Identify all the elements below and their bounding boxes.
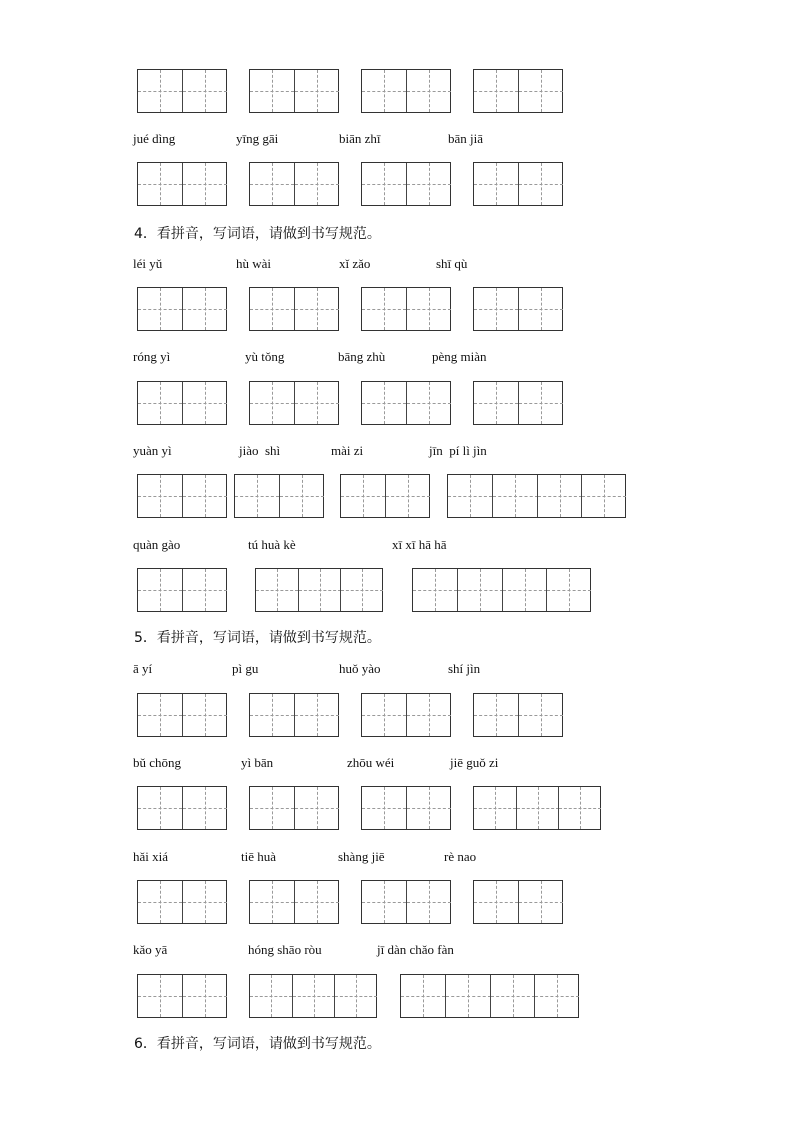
pinyin-label: huǒ yào <box>339 661 381 676</box>
answer-box-2-char[interactable] <box>249 880 339 924</box>
tianzige-cell <box>502 569 547 611</box>
answer-box-2-char[interactable] <box>234 474 324 518</box>
pinyin-label: jīn pí lì jìn <box>429 443 487 458</box>
answer-box-2-char[interactable] <box>473 162 563 206</box>
answer-box-2-char[interactable] <box>137 287 227 331</box>
answer-box-2-char[interactable] <box>249 381 339 425</box>
tianzige-cell <box>294 881 339 923</box>
answer-box-2-char[interactable] <box>340 474 430 518</box>
tianzige-cell <box>341 475 385 517</box>
answer-box-2-char[interactable] <box>137 381 227 425</box>
answer-box-2-char[interactable] <box>137 786 227 830</box>
tianzige-cell <box>235 475 279 517</box>
answer-box-2-char[interactable] <box>137 974 227 1018</box>
tianzige-cell <box>362 70 406 112</box>
answer-box-2-char[interactable] <box>361 880 451 924</box>
tianzige-cell <box>474 163 518 205</box>
pinyin-label: róng yì <box>133 349 171 364</box>
tianzige-cell <box>250 163 294 205</box>
answer-box-2-char[interactable] <box>473 693 563 737</box>
answer-box-2-char[interactable] <box>249 69 339 113</box>
pinyin-label: shī qù <box>436 256 468 271</box>
answer-box-2-char[interactable] <box>249 162 339 206</box>
tianzige-cell <box>413 569 457 611</box>
tianzige-cell <box>445 975 490 1017</box>
tianzige-cell <box>406 288 451 330</box>
tianzige-cell <box>294 70 339 112</box>
tianzige-cell <box>474 288 518 330</box>
pinyin-label: bǔ chōng <box>133 755 182 770</box>
tianzige-cell <box>406 163 451 205</box>
tianzige-cell <box>182 881 227 923</box>
pinyin-label: yì bān <box>241 755 274 770</box>
tianzige-cell <box>182 694 227 736</box>
tianzige-cell <box>250 975 292 1017</box>
pinyin-label: tú huà kè <box>248 537 296 552</box>
pinyin-label: xī xī hā hā <box>392 537 447 552</box>
tianzige-cell <box>406 70 451 112</box>
pinyin-label: bān jiā <box>448 131 484 146</box>
answer-box-3-char[interactable] <box>255 568 383 612</box>
tianzige-cell <box>182 382 227 424</box>
answer-box-4-char[interactable] <box>447 474 626 518</box>
answer-box-2-char[interactable] <box>249 786 339 830</box>
tianzige-cell <box>182 288 227 330</box>
answer-box-2-char[interactable] <box>137 693 227 737</box>
pinyin-label: mài zi <box>331 443 364 458</box>
tianzige-cell <box>518 694 563 736</box>
tianzige-cell <box>294 163 339 205</box>
tianzige-cell <box>474 70 518 112</box>
tianzige-cell <box>292 975 335 1017</box>
tianzige-cell <box>182 475 227 517</box>
pinyin-label: tiē huà <box>241 849 277 864</box>
tianzige-cell <box>558 787 601 829</box>
tianzige-cell <box>385 475 430 517</box>
tianzige-cell <box>138 288 182 330</box>
tianzige-cell <box>294 288 339 330</box>
tianzige-cell <box>534 975 579 1017</box>
question-5-title: 5．看拼音，写词语，请做到书写规范。 <box>134 630 381 646</box>
tianzige-cell <box>362 694 406 736</box>
tianzige-cell <box>546 569 591 611</box>
tianzige-cell <box>182 787 227 829</box>
tianzige-cell <box>182 70 227 112</box>
answer-box-2-char[interactable] <box>137 162 227 206</box>
tianzige-cell <box>138 787 182 829</box>
question-6-title: 6．看拼音，写词语，请做到书写规范。 <box>134 1036 381 1052</box>
pinyin-label: shí jìn <box>448 661 481 676</box>
tianzige-cell <box>138 975 182 1017</box>
pinyin-label: hù wài <box>236 256 272 271</box>
tianzige-cell <box>406 694 451 736</box>
tianzige-cell <box>406 787 451 829</box>
tianzige-cell <box>362 787 406 829</box>
answer-box-2-char[interactable] <box>361 162 451 206</box>
answer-box-2-char[interactable] <box>249 287 339 331</box>
answer-box-2-char[interactable] <box>137 474 227 518</box>
answer-box-2-char[interactable] <box>137 69 227 113</box>
answer-box-2-char[interactable] <box>137 568 227 612</box>
tianzige-cell <box>401 975 445 1017</box>
tianzige-cell <box>492 475 537 517</box>
tianzige-cell <box>138 163 182 205</box>
answer-box-2-char[interactable] <box>249 693 339 737</box>
tianzige-cell <box>362 163 406 205</box>
answer-box-2-char[interactable] <box>361 69 451 113</box>
answer-box-4-char[interactable] <box>400 974 579 1018</box>
tianzige-cell <box>406 881 451 923</box>
tianzige-cell <box>474 694 518 736</box>
pinyin-label: kǎo yā <box>133 942 168 957</box>
tianzige-cell <box>250 787 294 829</box>
pinyin-label: jī dàn chǎo fàn <box>377 942 454 957</box>
pinyin-label: quàn gào <box>133 537 181 552</box>
tianzige-cell <box>250 70 294 112</box>
pinyin-label: ā yí <box>133 661 153 676</box>
tianzige-cell <box>474 787 516 829</box>
tianzige-cell <box>182 975 227 1017</box>
answer-box-2-char[interactable] <box>137 880 227 924</box>
tianzige-cell <box>362 881 406 923</box>
pinyin-label: xǐ zǎo <box>339 256 371 271</box>
tianzige-cell <box>537 475 582 517</box>
pinyin-label: hǎi xiá <box>133 849 169 864</box>
pinyin-label: pèng miàn <box>432 349 487 364</box>
pinyin-label: yuàn yì <box>133 443 172 458</box>
answer-box-3-char[interactable] <box>473 786 601 830</box>
tianzige-cell <box>362 382 406 424</box>
pinyin-label: yù tǒng <box>245 349 285 364</box>
pinyin-label: rè nao <box>444 849 477 864</box>
pinyin-label: biān zhī <box>339 131 381 146</box>
tianzige-cell <box>490 975 535 1017</box>
answer-box-2-char[interactable] <box>473 880 563 924</box>
tianzige-cell <box>516 787 559 829</box>
tianzige-cell <box>138 694 182 736</box>
pinyin-label: léi yǔ <box>133 256 163 271</box>
answer-box-2-char[interactable] <box>473 287 563 331</box>
answer-box-2-char[interactable] <box>473 69 563 113</box>
tianzige-cell <box>294 382 339 424</box>
tianzige-cell <box>340 569 383 611</box>
tianzige-cell <box>294 787 339 829</box>
answer-box-2-char[interactable] <box>473 381 563 425</box>
tianzige-cell <box>138 70 182 112</box>
pinyin-label: jiào shì <box>239 443 281 458</box>
tianzige-cell <box>182 569 227 611</box>
pinyin-label: bāng zhù <box>338 349 386 364</box>
tianzige-cell <box>518 881 563 923</box>
tianzige-cell <box>581 475 626 517</box>
pinyin-label: shàng jiē <box>338 849 385 864</box>
tianzige-cell <box>182 163 227 205</box>
tianzige-cell <box>448 475 492 517</box>
tianzige-cell <box>518 70 563 112</box>
tianzige-cell <box>250 288 294 330</box>
tianzige-cell <box>457 569 502 611</box>
pinyin-label: jué dìng <box>133 131 176 146</box>
tianzige-cell <box>294 694 339 736</box>
tianzige-cell <box>138 382 182 424</box>
tianzige-cell <box>138 475 182 517</box>
tianzige-cell <box>250 694 294 736</box>
tianzige-cell <box>474 382 518 424</box>
answer-box-2-char[interactable] <box>361 287 451 331</box>
tianzige-cell <box>250 881 294 923</box>
tianzige-cell <box>138 569 182 611</box>
answer-box-2-char[interactable] <box>361 693 451 737</box>
tianzige-cell <box>279 475 324 517</box>
answer-box-4-char[interactable] <box>412 568 591 612</box>
pinyin-label: pì gu <box>232 661 259 676</box>
question-4-title: 4．看拼音，写词语，请做到书写规范。 <box>134 226 381 242</box>
tianzige-cell <box>298 569 341 611</box>
answer-box-2-char[interactable] <box>361 786 451 830</box>
tianzige-cell <box>250 382 294 424</box>
tianzige-cell <box>406 382 451 424</box>
tianzige-cell <box>362 288 406 330</box>
tianzige-cell <box>256 569 298 611</box>
tianzige-cell <box>518 382 563 424</box>
tianzige-cell <box>474 881 518 923</box>
tianzige-cell <box>334 975 377 1017</box>
tianzige-cell <box>518 288 563 330</box>
tianzige-cell <box>138 881 182 923</box>
pinyin-label: hóng shāo ròu <box>248 942 322 957</box>
tianzige-cell <box>518 163 563 205</box>
pinyin-label: zhōu wéi <box>347 755 395 770</box>
pinyin-label: jiē guǒ zi <box>450 755 499 770</box>
answer-box-2-char[interactable] <box>361 381 451 425</box>
answer-box-3-char[interactable] <box>249 974 377 1018</box>
pinyin-label: yīng gāi <box>236 131 279 146</box>
